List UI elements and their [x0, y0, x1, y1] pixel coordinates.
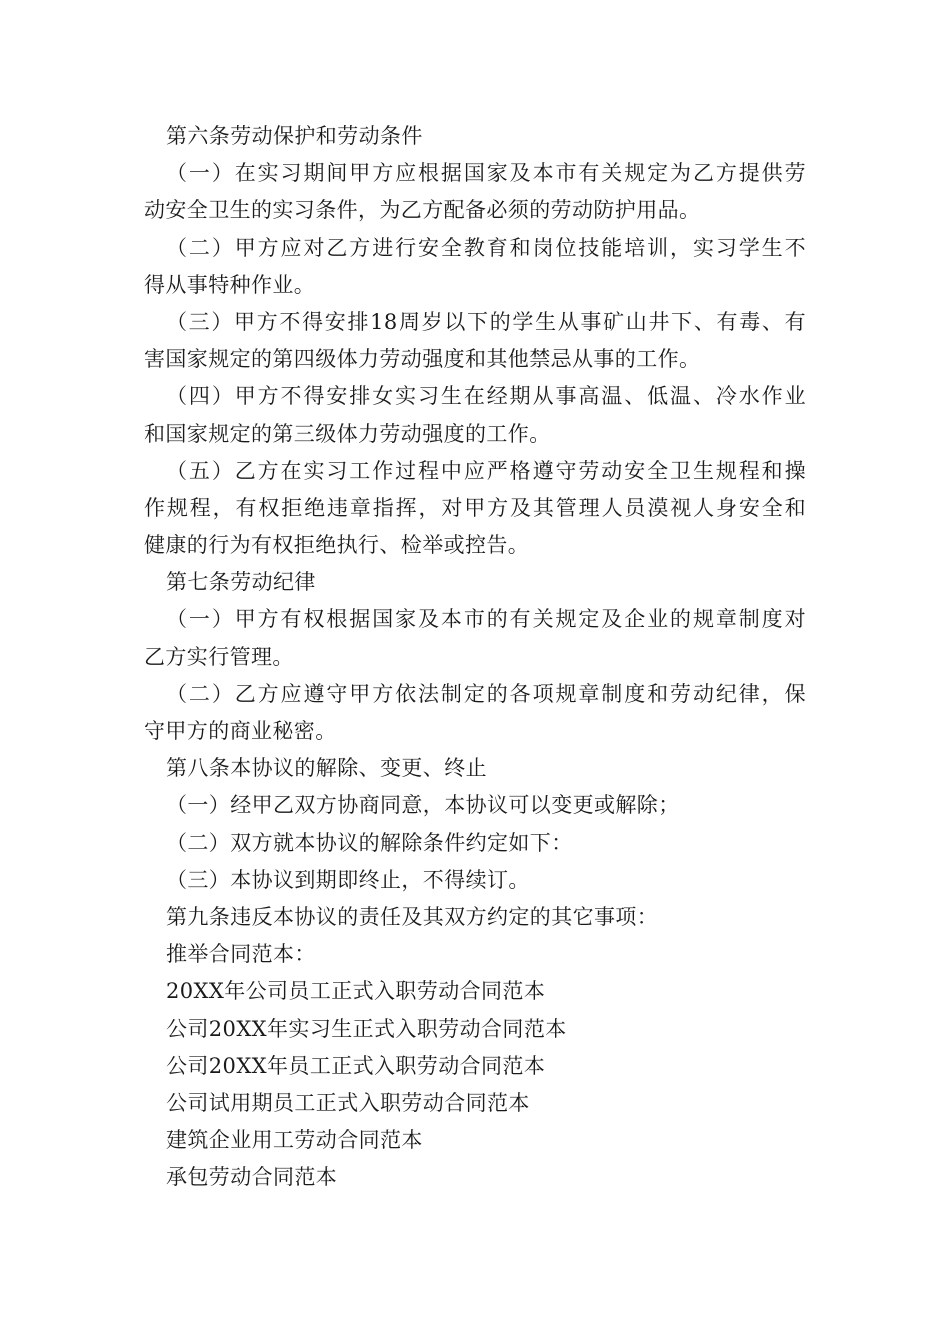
recommended-template-link-1[interactable]: 20XX年公司员工正式入职劳动合同范本 [166, 979, 546, 1004]
article-6-item-3-line-2: 害国家规定的第四级体力劳动强度和其他禁忌从事的工作。 [144, 347, 701, 372]
article-6-item-1-line-2: 动安全卫生的实习条件，为乙方配备必须的劳动防护用品。 [144, 198, 701, 223]
recommended-template-link-3[interactable]: 公司20XX年员工正式入职劳动合同范本 [166, 1053, 546, 1078]
article-8-item-3: （三）本协议到期即终止，不得续订。 [166, 867, 530, 892]
article-7-item-1-line-1: （一）甲方有权根据国家及本市的有关规定及企业的规章制度对 [166, 607, 806, 632]
article-8-heading: 第八条本协议的解除、变更、终止 [166, 756, 487, 781]
article-7-heading: 第七条劳动纪律 [166, 570, 316, 595]
article-8-item-2: （二）双方就本协议的解除条件约定如下： [166, 830, 573, 855]
article-9-heading: 第九条违反本协议的责任及其双方约定的其它事项： [166, 904, 659, 929]
recommended-template-link-2[interactable]: 公司20XX年实习生正式入职劳动合同范本 [166, 1016, 567, 1041]
article-6-item-5-line-1: （五）乙方在实习工作过程中应严格遵守劳动安全卫生规程和操 [166, 458, 806, 483]
article-6-item-2-line-2: 得从事特种作业。 [144, 272, 316, 297]
recommended-templates-heading: 推举合同范本： [166, 942, 316, 967]
article-6-item-4-line-2: 和国家规定的第三级体力劳动强度的工作。 [144, 421, 551, 446]
article-7-item-2-line-2: 守甲方的商业秘密。 [144, 719, 337, 743]
article-6-item-3-line-1: （三）甲方不得安排18周岁以下的学生从事矿山井下、有毒、有 [166, 309, 806, 334]
article-6-item-2-line-1: （二）甲方应对乙方进行安全教育和岗位技能培训，实习学生不 [166, 235, 806, 260]
article-6-item-4-line-1: （四）甲方不得安排女实习生在经期从事高温、低温、冷水作业 [166, 384, 806, 409]
article-6-item-1-line-1: （一）在实习期间甲方应根据国家及本市有关规定为乙方提供劳 [166, 161, 806, 186]
recommended-template-link-6[interactable]: 承包劳动合同范本 [166, 1165, 338, 1190]
article-7-item-2-line-1: （二）乙方应遵守甲方依法制定的各项规章制度和劳动纪律，保 [166, 681, 806, 706]
article-8-item-1: （一）经甲乙双方协商同意，本协议可以变更或解除； [166, 793, 680, 818]
recommended-template-link-4[interactable]: 公司试用期员工正式入职劳动合同范本 [166, 1090, 530, 1115]
article-6-item-5-line-3: 健康的行为有权拒绝执行、检举或控告。 [144, 533, 530, 558]
document-body [144, 118, 806, 1196]
recommended-template-link-5[interactable]: 建筑企业用工劳动合同范本 [166, 1128, 423, 1153]
article-6-item-5-line-2: 作规程，有权拒绝违章指挥，对甲方及其管理人员漠视人身安全和 [144, 495, 806, 520]
article-7-item-1-line-2: 乙方实行管理。 [144, 644, 294, 669]
article-6-heading: 第六条劳动保护和劳动条件 [166, 124, 423, 148]
